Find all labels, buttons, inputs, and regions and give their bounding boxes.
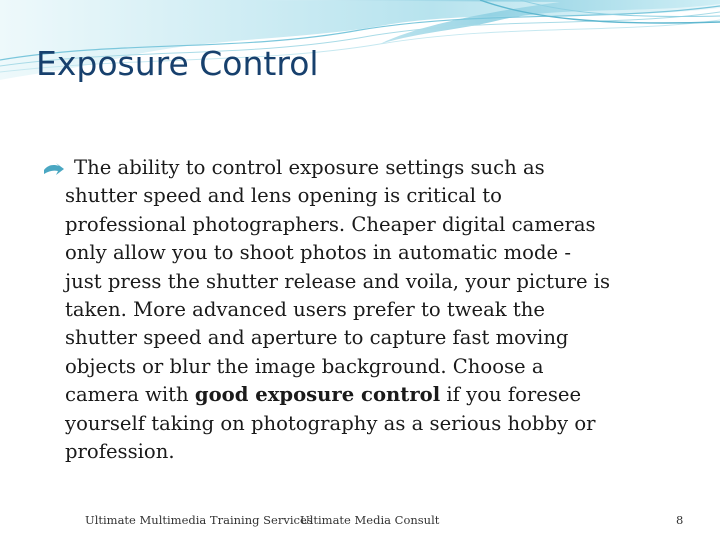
body-line-2: shutter speed and lens opening is critical to — [65, 184, 502, 208]
body-line-9 — [65, 381, 685, 409]
arrow-bullet-icon — [43, 162, 65, 178]
page-number: 8 — [676, 513, 684, 527]
body-line-3: professional photographers. Cheaper digital cameras — [65, 212, 596, 236]
body-line-7: shutter speed and aperture to capture fast moving — [65, 326, 569, 350]
body-line-9-pre: camera with — [65, 383, 195, 407]
body-paragraph — [65, 154, 685, 466]
body-line-4: only allow you to shoot photos in automatic mode - — [65, 241, 571, 265]
body-line-6: taken. More advanced users prefer to tweak the — [65, 298, 545, 322]
slide-title: Exposure Control — [36, 44, 319, 83]
body-line-9-post: if you foresee — [440, 383, 582, 407]
emphasis-good-exposure-control: good exposure control — [194, 383, 441, 407]
footer-consult: Ultimate Media Consult — [300, 513, 440, 527]
body-line-1: The ability to control exposure settings such as — [74, 156, 545, 179]
body-line-10: yourself taking on photography as a serious hobby or — [65, 411, 596, 435]
body-line-8: objects or blur the image background. Choose a — [65, 354, 544, 378]
footer-company: Ultimate Multimedia Training Services — [85, 513, 313, 527]
body-line-5: just press the shutter release and voila, your picture is — [65, 269, 611, 293]
body-line-11: profession. — [65, 440, 175, 464]
